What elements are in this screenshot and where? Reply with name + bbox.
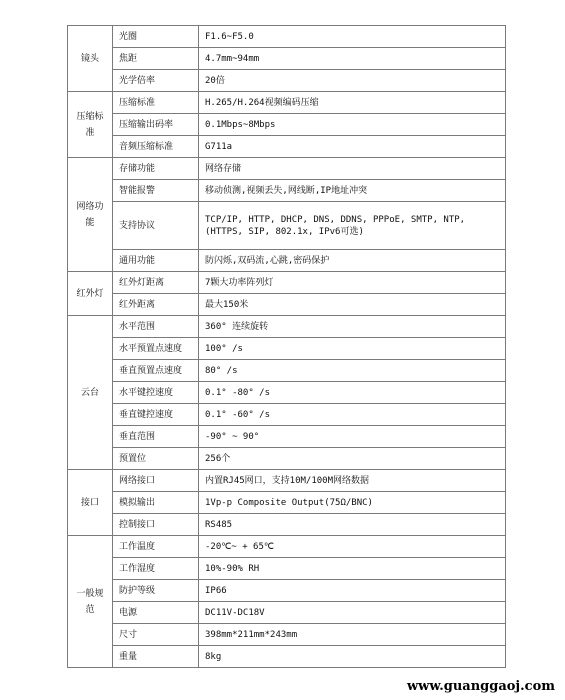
table-row [68,250,506,272]
param-cell: 垂直预置点速度 [113,360,199,382]
table-row [68,602,506,624]
value-cell: IP66 [199,580,506,602]
param-cell: 工作温度 [113,536,199,558]
category-cell [68,316,113,470]
value-cell: 内置RJ45网口，支持10M/100M网络数据 [199,470,506,492]
value-cell: 10%-90% RH [199,558,506,580]
table-row [68,70,506,92]
table-row [68,404,506,426]
table-row [68,360,506,382]
category-cell [68,536,113,668]
param-cell: 光圈 [113,26,199,48]
watermark: www.guanggaoj.com [406,679,555,694]
param-cell: 存储功能 [113,158,199,180]
param-cell: 光学倍率 [113,70,199,92]
table-row [68,114,506,136]
spec-table [67,25,506,668]
value-cell: 398mm*211mm*243mm [199,624,506,646]
value-cell: 最大150米 [199,294,506,316]
param-cell: 防护等级 [113,580,199,602]
table-row [68,316,506,338]
table-row [68,26,506,48]
value-cell: DC11V-DC18V [199,602,506,624]
param-cell: 智能报警 [113,180,199,202]
value-cell: G711a [199,136,506,158]
value-cell: 7颗大功率阵列灯 [199,272,506,294]
table-row [68,470,506,492]
value-cell: RS485 [199,514,506,536]
value-cell: 80° /s [199,360,506,382]
table-row [68,158,506,180]
param-cell: 水平预置点速度 [113,338,199,360]
table-row [68,492,506,514]
param-cell: 网络接口 [113,470,199,492]
table-row [68,558,506,580]
table-row [68,136,506,158]
table-row [68,536,506,558]
category-cell [68,470,113,536]
value-cell: 0.1Mbps~8Mbps [199,114,506,136]
param-cell: 尺寸 [113,624,199,646]
value-cell: 4.7mm~94mm [199,48,506,70]
category-label: 镜头 [80,53,99,64]
category-cell [68,272,113,316]
value-cell: 网络存储 [199,158,506,180]
value-cell: 8kg [199,646,506,668]
value-cell: F1.6~F5.0 [199,26,506,48]
param-cell: 焦距 [113,48,199,70]
table-row [68,382,506,404]
param-cell: 水平键控速度 [113,382,199,404]
param-cell: 红外灯距离 [113,272,199,294]
value-cell: 防闪烁,双码流,心跳,密码保护 [199,250,506,272]
param-cell: 模拟输出 [113,492,199,514]
category-cell [68,26,113,92]
table-row [68,580,506,602]
value-cell: -20℃~ + 65℃ [199,536,506,558]
param-cell: 音频压缩标准 [113,136,199,158]
value-cell: H.265/H.264视频编码压缩 [199,92,506,114]
value-cell: -90° ~ 90° [199,426,506,448]
param-cell: 重量 [113,646,199,668]
table-row [68,426,506,448]
table-row [68,448,506,470]
table-row [68,624,506,646]
param-cell: 控制接口 [113,514,199,536]
value-cell: TCP/IP, HTTP, DHCP, DNS, DDNS, PPPoE, SMTP, NTP, (HTTPS, SIP, 802.1x, IPv6可选) [199,202,506,250]
value-cell: 360° 连续旋转 [199,316,506,338]
value-cell: 256个 [199,448,506,470]
param-cell: 压缩标准 [113,92,199,114]
param-cell: 通用功能 [113,250,199,272]
category-label: 云台 [80,387,99,398]
param-cell: 垂直范围 [113,426,199,448]
param-cell: 支持协议 [113,202,199,250]
table-row [68,180,506,202]
table-row [68,92,506,114]
category-label: 压缩标准 [76,111,104,138]
category-label: 红外灯 [76,288,104,299]
param-cell: 预置位 [113,448,199,470]
category-label: 接口 [80,497,99,508]
table-row [68,514,506,536]
value-cell: 20倍 [199,70,506,92]
table-row [68,338,506,360]
table-row [68,294,506,316]
category-cell [68,92,113,158]
value-cell: 100° /s [199,338,506,360]
category-cell [68,158,113,272]
table-row [68,48,506,70]
value-cell: 0.1° -80° /s [199,382,506,404]
value-cell: 移动侦测,视频丢失,网线断,IP地址冲突 [199,180,506,202]
param-cell: 电源 [113,602,199,624]
param-cell: 压缩输出码率 [113,114,199,136]
value-cell: 0.1° -60° /s [199,404,506,426]
param-cell: 工作湿度 [113,558,199,580]
param-cell: 垂直键控速度 [113,404,199,426]
param-cell: 水平范围 [113,316,199,338]
table-row [68,202,506,250]
param-cell: 红外距离 [113,294,199,316]
table-row [68,646,506,668]
value-cell: 1Vp-p Composite Output(75Ω/BNC) [199,492,506,514]
category-label: 一般规范 [76,588,104,615]
table-row [68,272,506,294]
category-label: 网络功能 [76,201,104,228]
